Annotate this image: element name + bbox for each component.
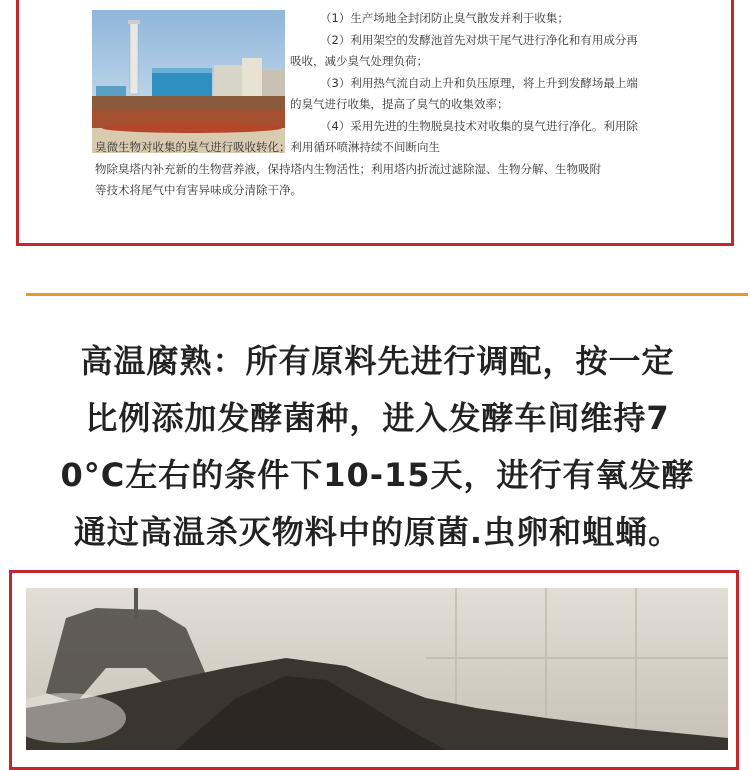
- point-3-cont: 的臭气进行收集，提高了臭气的收集效率；: [290, 97, 509, 111]
- deodorization-points: [95, 8, 700, 202]
- factory-illustration: [92, 10, 285, 153]
- point-1: （1）生产场地全封闭防止臭气散发并利于收集；: [320, 11, 569, 25]
- point-2-cont: 吸收，减少臭气处理负荷；: [290, 54, 428, 68]
- compost-illustration: [26, 588, 728, 750]
- headline-line-3: 0°C左右的条件下10-15天，进行有氧发酵: [60, 456, 695, 494]
- point-4-cont-1: 臭微生物对收集的臭气进行吸收转化；利用循环喷淋持续不间断向生: [95, 140, 440, 154]
- point-4-cont-3: 等技术将尾气中有害异味成分清除干净。: [95, 183, 302, 197]
- point-3: （3）利用热气流自动上升和负压原理，将上升到发酵场最上端: [320, 75, 638, 90]
- point-4-cont-2: 物除臭塔内补充新的生物营养液，保持塔内生物活性；利用塔内折流过滤除湿、生物分解、生物吸附: [95, 161, 601, 176]
- composting-headline: [10, 333, 745, 561]
- point-4: （4）采用先进的生物脱臭技术对收集的臭气进行净化。利用除: [320, 118, 638, 133]
- factory-photo: [92, 10, 285, 153]
- point-2: （2）利用架空的发酵池首先对烘干尾气进行净化和有用成分再: [320, 32, 638, 47]
- compost-workshop-photo: [26, 588, 728, 750]
- headline-line-4: 通过高温杀灭物料中的原菌.虫卵和蛆蛹。: [73, 513, 682, 551]
- section-divider: [26, 293, 748, 296]
- headline-line-2: 比例添加发酵菌种，进入发酵车间维持7: [85, 399, 670, 437]
- headline-line-1: 高温腐熟：所有原料先进行调配，按一定: [80, 342, 675, 380]
